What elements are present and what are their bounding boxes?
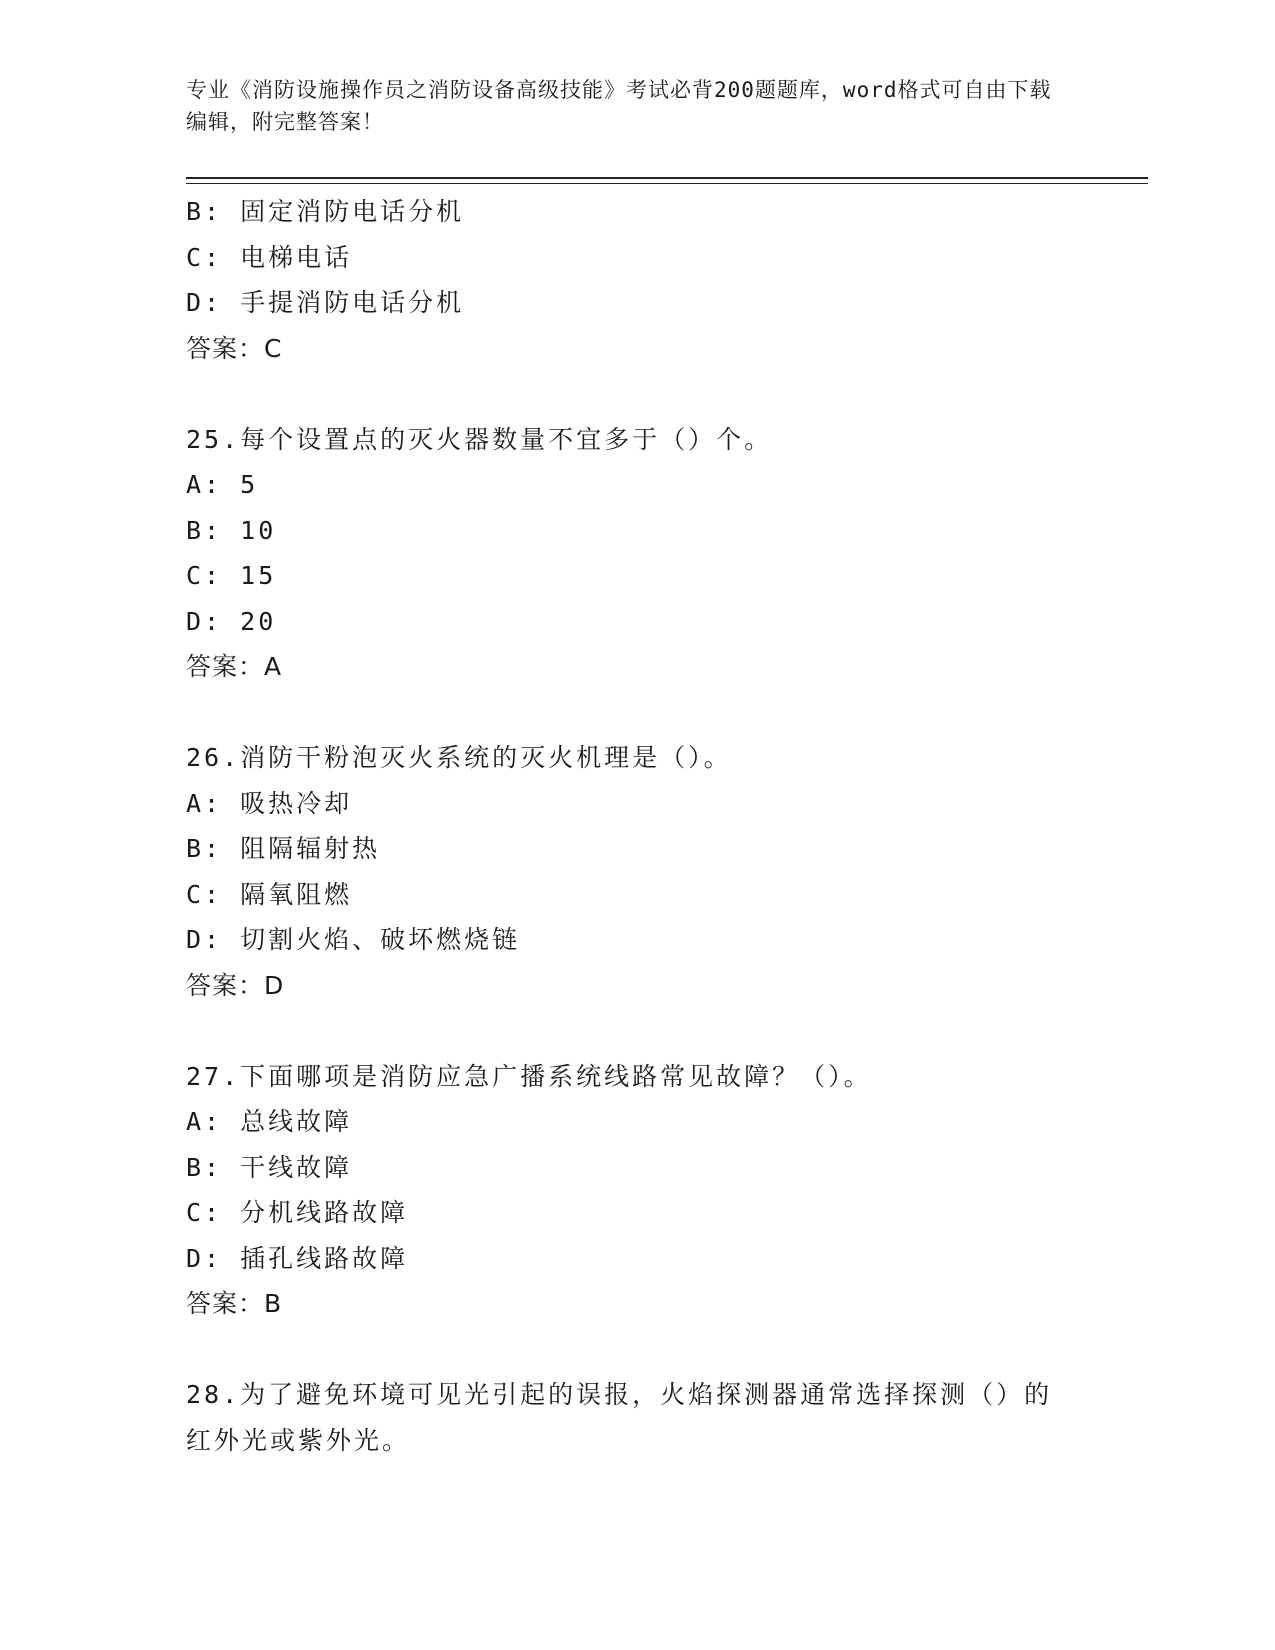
- question-text: 25.每个设置点的灭火器数量不宜多于（）个。: [186, 424, 773, 454]
- question-list: [186, 189, 1148, 1463]
- question-text: 28.为了避免环境可见光引起的误报，火焰探测器通常选择探测（）的红外光或紫外光。: [186, 1380, 1053, 1455]
- option-a: A: 吸热冷却: [186, 788, 353, 818]
- question-block-26: [186, 735, 1148, 1008]
- option-a: A: 总线故障: [186, 1107, 353, 1136]
- answer-line: 答案：B: [186, 1289, 283, 1318]
- option-b: B: 干线故障: [186, 1152, 353, 1182]
- header-divider-thin: [186, 183, 1148, 184]
- question-text: 26.消防干粉泡灭火系统的灭火机理是（）。: [186, 743, 732, 772]
- answer-line: 答案：D: [186, 970, 285, 1000]
- option-d: D: 插孔线路故障: [186, 1243, 409, 1273]
- option-c: C: 电梯电话: [186, 242, 353, 272]
- spacer: [186, 1327, 1148, 1373]
- option-c: C: 15: [186, 561, 277, 590]
- option-d: D: 手提消防电话分机: [186, 288, 465, 317]
- option-b: B: 10: [186, 515, 277, 545]
- question-block-24: [186, 189, 1148, 371]
- spacer: [186, 1008, 1148, 1054]
- option-b: B: 阻隔辐射热: [186, 834, 381, 863]
- answer-line: 答案：A: [186, 652, 283, 681]
- option-d: D: 切割火焰、破坏燃烧链: [186, 925, 521, 954]
- question-block-27: [186, 1054, 1148, 1327]
- option-d: D: 20: [186, 606, 277, 636]
- header-divider-thick: [186, 177, 1148, 179]
- document-header: 专业《消防设施操作员之消防设备高级技能》考试必背200题题库，word格式可自由下载编辑，附完整答案！: [186, 78, 1052, 134]
- question-block-28: [186, 1372, 1148, 1463]
- option-c: C: 隔氧阻燃: [186, 879, 353, 909]
- option-a: A: 5: [186, 470, 259, 499]
- option-c: C: 分机线路故障: [186, 1198, 409, 1227]
- spacer: [186, 371, 1148, 417]
- answer-line: 答案：C: [186, 333, 283, 363]
- option-b: B: 固定消防电话分机: [186, 197, 465, 226]
- question-block-25: [186, 417, 1148, 690]
- spacer: [186, 690, 1148, 736]
- question-text: 27.下面哪项是消防应急广播系统线路常见故障？（）。: [186, 1061, 872, 1091]
